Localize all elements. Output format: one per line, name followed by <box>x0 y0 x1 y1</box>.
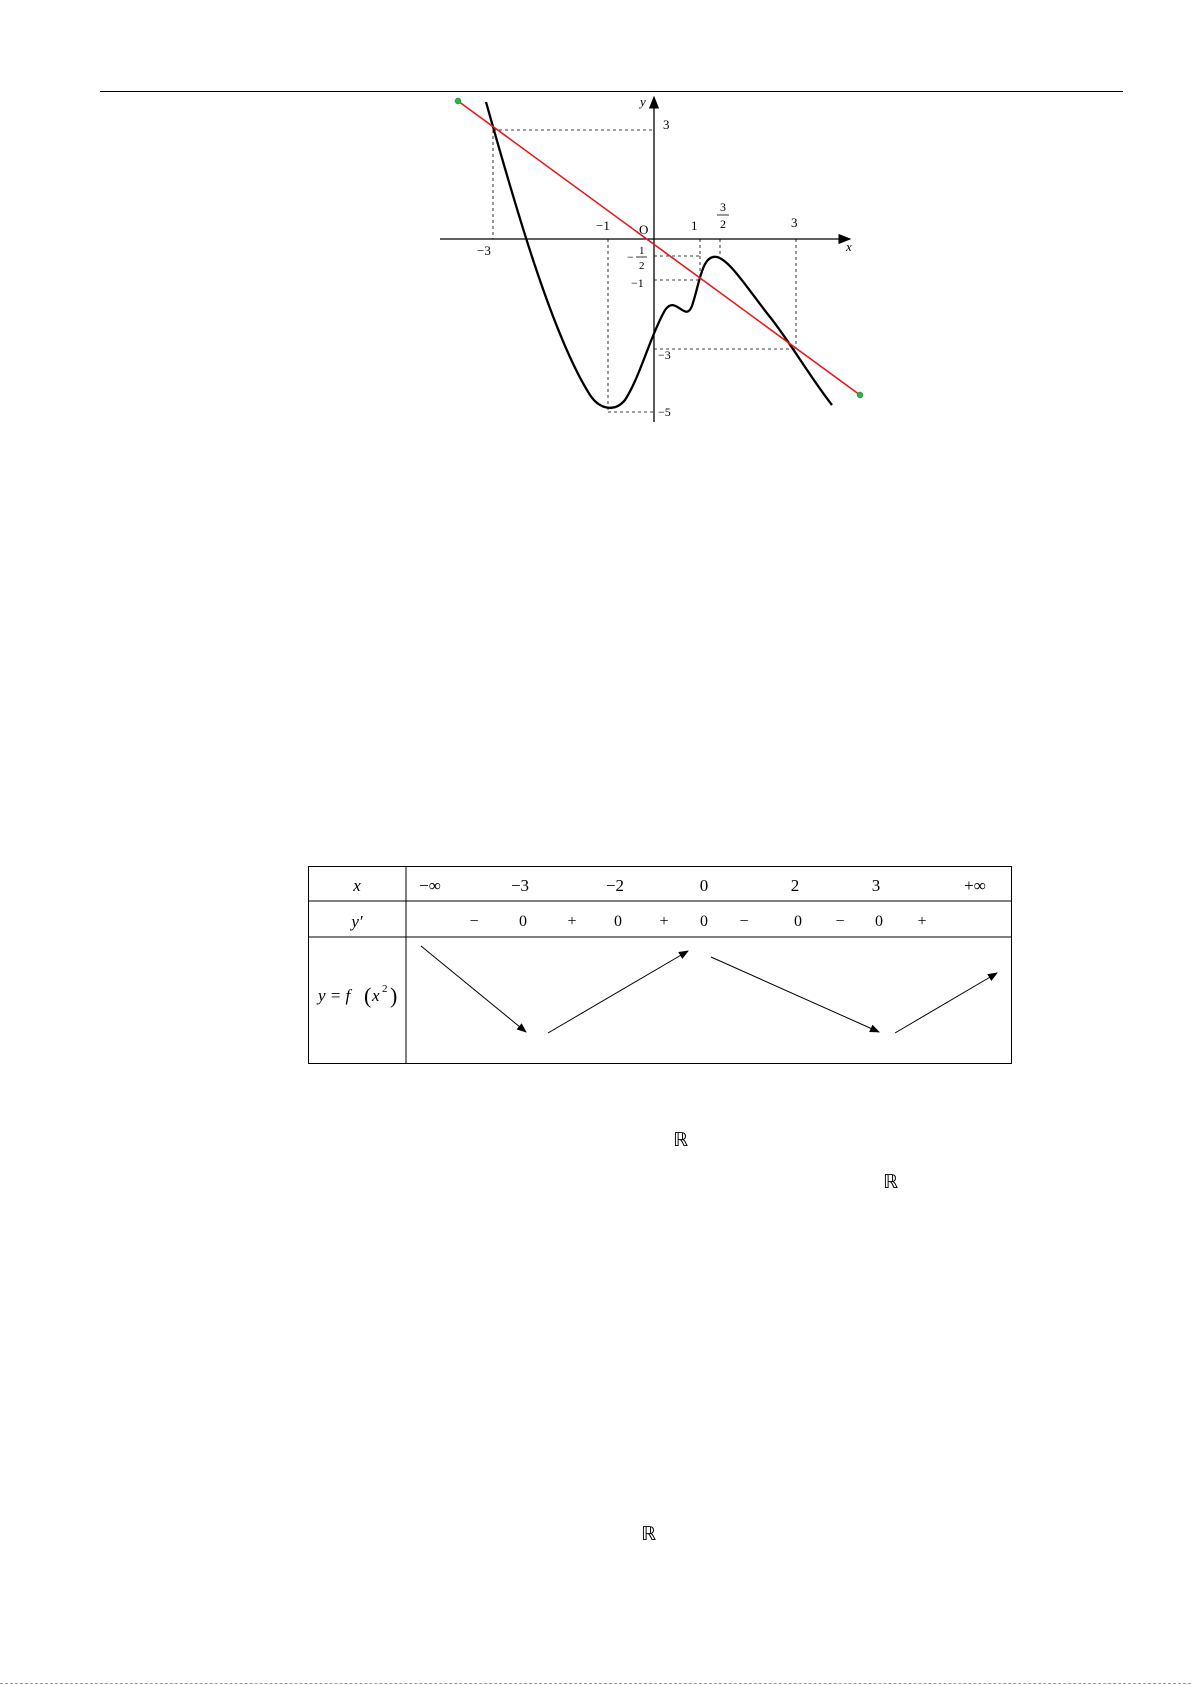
line-endpoint-left <box>455 98 461 104</box>
y-tick-3: 3 <box>663 117 670 132</box>
x-value: −3 <box>510 876 530 895</box>
row-label-yprime: y′ <box>351 912 363 931</box>
row-label-x: x <box>353 876 361 895</box>
x-value: +∞ <box>964 876 986 895</box>
x-value: 0 <box>699 876 709 895</box>
line-endpoint-right <box>857 392 863 398</box>
sign-cell: 0 <box>614 913 622 930</box>
x-value: −∞ <box>419 876 441 895</box>
y-tick-neg-half-den: 2 <box>639 260 645 272</box>
reals-symbol: ℝ <box>641 1523 657 1545</box>
variation-table <box>308 866 1012 1064</box>
x-tick-1: 1 <box>691 218 698 233</box>
y-tick-neg3: −3 <box>658 348 671 362</box>
reals-symbol: ℝ <box>883 1171 899 1193</box>
y-axis-label: y <box>640 94 646 109</box>
y-tick-neg5: −5 <box>658 405 671 419</box>
y-tick-neg-half-sign: − <box>627 250 634 264</box>
sign-cell: − <box>835 913 845 930</box>
x-tick-3-2-den: 2 <box>720 217 726 231</box>
sign-cell: 0 <box>794 913 802 930</box>
x-value: 3 <box>871 876 881 895</box>
table-border <box>309 867 1012 1064</box>
sign-cell: 0 <box>875 913 883 930</box>
y-tick-neg-half-num: 1 <box>639 245 645 257</box>
y-tick-neg1: −1 <box>631 276 644 290</box>
row-label-y-inner: x <box>372 986 380 1005</box>
x-tick-neg3: −3 <box>477 243 491 258</box>
sign-cell: − <box>739 913 749 930</box>
function-graph <box>430 92 900 432</box>
paren-open: ( <box>364 983 372 1008</box>
guide-lines <box>493 130 796 412</box>
x-tick-3: 3 <box>791 215 798 230</box>
x-value: 2 <box>790 876 800 895</box>
arrow-increase-2 <box>895 973 997 1033</box>
paren-close: ) <box>390 983 398 1008</box>
origin-label: O <box>639 222 649 237</box>
x-value: −2 <box>605 876 625 895</box>
reals-symbol: ℝ <box>673 1129 689 1151</box>
arrow-decrease-2 <box>711 957 879 1032</box>
arrow-increase-1 <box>548 951 688 1033</box>
sign-cell: + <box>917 913 927 930</box>
row-label-y-exp: 2 <box>382 983 388 995</box>
x-axis-label: x <box>846 239 852 254</box>
sign-cell: − <box>469 913 479 930</box>
sign-cell: 0 <box>519 913 527 930</box>
x-tick-3-2-num: 3 <box>720 200 726 214</box>
footer-rule <box>0 1683 1191 1684</box>
arrow-decrease-1 <box>421 946 526 1032</box>
row-label-y-left: y = f <box>318 986 351 1005</box>
sign-cell: 0 <box>700 913 708 930</box>
x-tick-neg1: −1 <box>596 218 610 233</box>
row-label-y <box>316 983 397 1008</box>
sign-cell: + <box>659 913 669 930</box>
sign-cell: + <box>567 913 577 930</box>
